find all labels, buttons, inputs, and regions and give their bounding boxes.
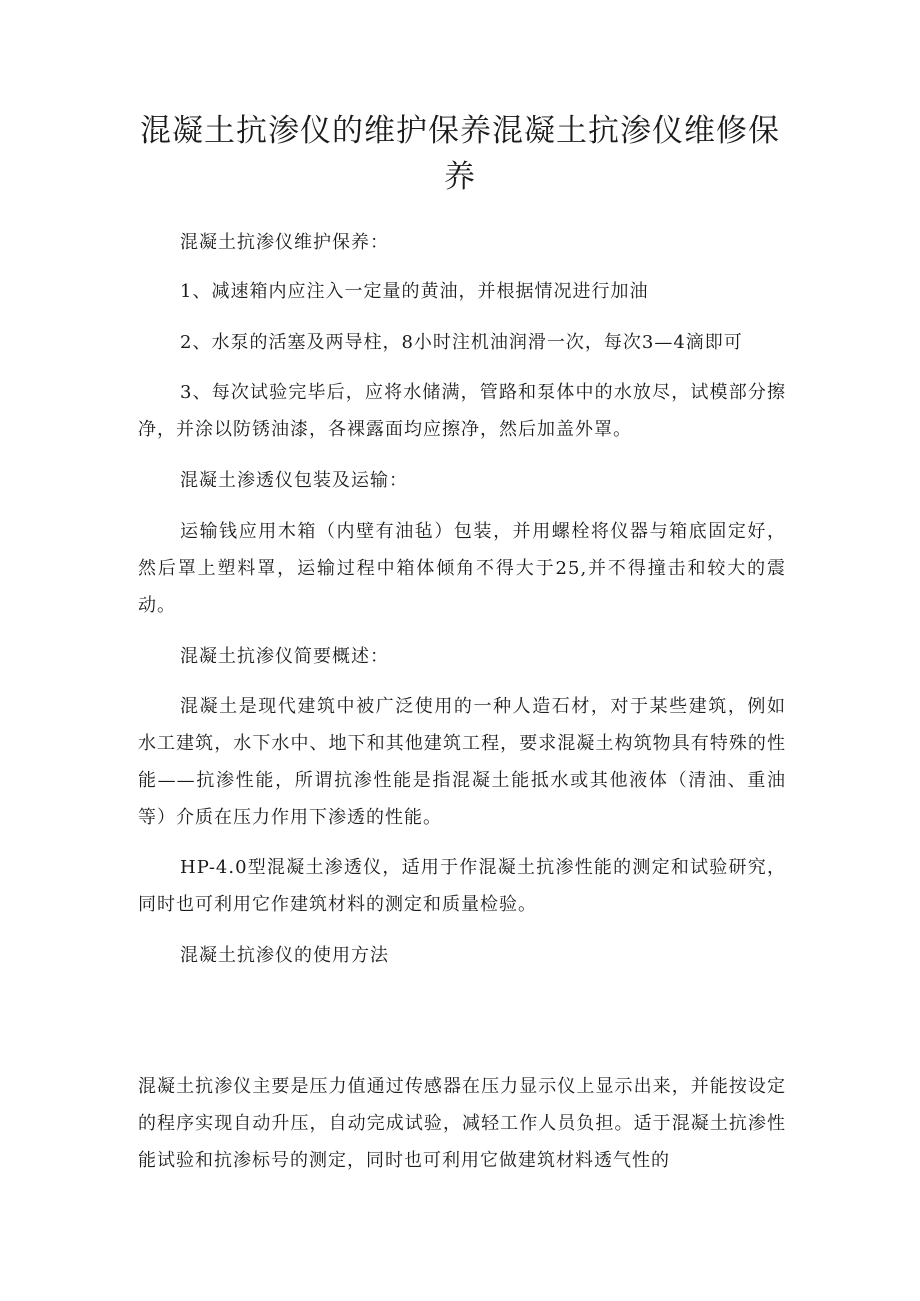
maintenance-item-2: 2、水泵的活塞及两导柱，8小时注机油润滑一次，每次3—4滴即可 — [180, 332, 743, 353]
hp-model-paragraph: HP-4.0型混凝土渗透仪，适用于作混凝土抗渗性能的测定和试验研究，同时也可利用它作建筑材料的测定和质量检验。 — [138, 857, 786, 915]
maintenance-item-1: 1、减速箱内应注入一定量的黄油，并根据情况进行加油 — [180, 281, 649, 302]
section-heading-maintenance: 混凝土抗渗仪维护保养： — [180, 232, 389, 253]
maintenance-item-3: 3、每次试验完毕后，应将水储满，管路和泵体中的水放尽，试模部分擦净，并涂以防锈油漆，各裸露面均应擦净，然后加盖外罩。 — [138, 382, 786, 440]
overview-paragraph: 混凝土是现代建筑中被广泛使用的一种人造石材，对于某些建筑，例如水工建筑，水下水中、地下和其他建筑工程，要求混凝土构筑物具有特殊的性能——抗渗性能，所谓抗渗性能是指混凝土能抵水或其他液体（清油、重油等）介质在压力作用下渗透的性能。 — [138, 696, 786, 828]
packaging-paragraph: 运输钱应用木箱（内壁有油毡）包装，并用螺栓将仪器与箱底固定好，然后罩上塑料罩，运输过程中箱体倾角不得大于25,并不得撞击和较大的震动。 — [138, 521, 786, 616]
usage-paragraph: 混凝土抗渗仪主要是压力值通过传感器在压力显示仪上显示出来，并能按设定的程序实现自动升压，自动完成试验，减轻工作人员负担。适于混凝土抗渗性能试验和抗渗标号的测定，同时也可利用它做建筑材料透气性的 — [138, 1076, 786, 1171]
section-heading-usage: 混凝土抗渗仪的使用方法 — [180, 945, 389, 966]
section-heading-overview: 混凝土抗渗仪简要概述： — [180, 646, 389, 667]
section-heading-packaging: 混凝土渗透仪包装及运输： — [180, 470, 408, 491]
document-title: 混凝土抗渗仪的维护保养混凝土抗渗仪维修保养 — [140, 113, 780, 195]
